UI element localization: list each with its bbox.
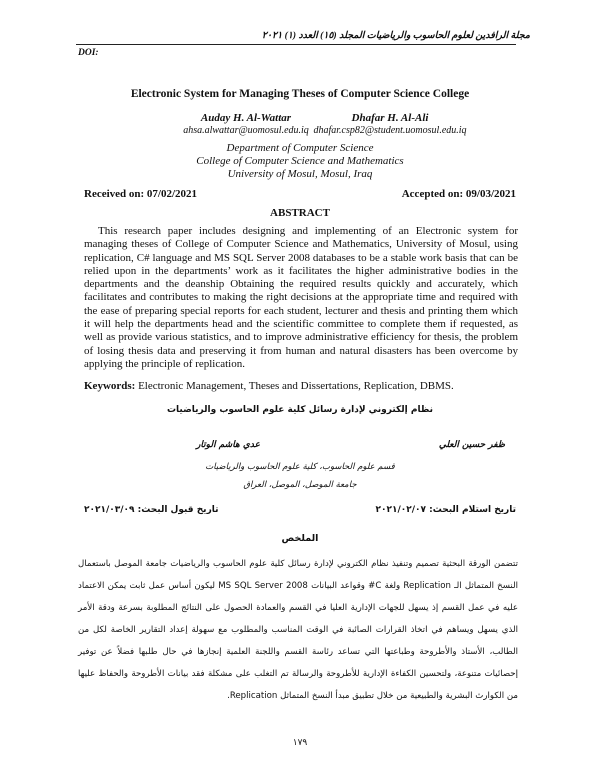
author2-name: Dhafar H. Al-Ali: [351, 112, 429, 124]
arabic-received-date: تاريخ استلام البحث: ٢٠٢١/٠٢/٠٧: [375, 505, 516, 515]
keywords: [84, 380, 554, 392]
arabic-affiliation-university: جامعة الموصل، الموصل، العراق: [243, 480, 357, 490]
affiliation-dept: Department of Computer Science: [226, 142, 374, 154]
arabic-abstract-heading: الملخص: [281, 533, 319, 544]
author1-email: ahsa.alwattar@uomosul.edu.iq: [183, 125, 309, 136]
journal-header: مجلة الرافدين لعلوم الحاسوب والرياضيات المجلد (١٥) العدد (١) ٢٠٢١: [261, 31, 530, 41]
arabic-title: نظام إلكتروني لإدارة رسائل كلية علوم الحاسوب والرياضيات: [166, 405, 433, 415]
accepted-date: Accepted on: 09/03/2021: [401, 188, 516, 200]
author1-name: Auday H. Al-Wattar: [200, 112, 292, 124]
author2-email: dhafar.csp82@student.uomosul.edu.iq: [313, 125, 467, 136]
header-rule: [76, 44, 516, 45]
keywords-list: Electronic Management, Theses and Dissertations, Replication, DBMS.: [135, 380, 454, 392]
arabic-author1: ظفر حسين العلي: [438, 440, 505, 450]
affiliation-college: College of Computer Science and Mathematics: [196, 155, 404, 167]
abstract-heading: ABSTRACT: [270, 207, 330, 219]
affiliation-university: University of Mosul, Mosul, Iraq: [227, 168, 373, 180]
page-number: ١٧٩: [292, 738, 308, 748]
received-date: Received on: 07/02/2021: [84, 188, 198, 200]
arabic-affiliation-dept: قسم علوم الحاسوب، كلية علوم الحاسوب والرياضيات: [205, 462, 395, 472]
arabic-abstract-text: تتضمن الورقة البحثية تصميم وتنفيذ نظام الكتروني لإدارة رسائل كلية علوم الحاسوب والرياضيات جامعة الموصل باستعمال النسخ المتماثل الـ Replication ولغة C# وقواعد البيانات MS SQL Server 2008 ليكون أساس عمل ثابت يمكن الاعتماد عليه في عمل القسم إذ يسهل للجهات الإدارية العليا في القسم والعمادة الحصول على النتائج المطلوبة بسرعة ودقة الأمر الذي يسهل ويساهم في اتخاذ القرارات الصائبة في الوقت المناسب والمطلوب مع سهولة إعداد التقارير الخاصة لكل من الطالب، الأستاذ والأطروحة وطباعتها التي تساعد رئاسة القسم واللجنة العلمية إنجازها في حال طلبها فضلاً عن توفير إحصائيات متنوعة، ولتحسين الكفاءة الإدارية للأطروحة والرسالة تم التغلب على مشكلة فقد بيانات الأطروحة والحفاظ عليها من الكوارث البشرية والطبيعية من خلال تطبيق مبدأ النسخ المتماثل Replication.: [78, 559, 518, 701]
doi-label: DOI:: [78, 48, 99, 58]
keywords-label: Keywords:: [84, 380, 136, 392]
arabic-accepted-date: تاريخ قبول البحث: ٢٠٢١/٠٣/٠٩: [84, 505, 219, 515]
abstract-text: This research paper includes designing and implementing of an Electronic system for managing theses of College of Computer Science and Mathematics, University of Mosul, using replication, C# language and MS SQL Server 2008 databases to be a stable work basis that can be relied upon in the departments’ work as it facilitates the higher administrative bodies in the departments and the deanship Obtaining the required results quickly and accurately, which facilitates and contributes to making the right decisions at the appropriate time and required with the ease of preparing special reports for each student, lecturer and thesis and printing them which it will help the departments head and the scientific committee to complete them if requested, as well as provide various statistics, and to improve administrative efficiency for thesis, the problem of losing thesis data and preserving it from human and natural disasters has been overcome by applying the principle of replication.: [84, 225, 518, 370]
paper-title: Electronic System for Managing Theses of Computer Science College: [130, 88, 470, 100]
arabic-author2: عدي هاشم الوتار: [196, 440, 260, 450]
